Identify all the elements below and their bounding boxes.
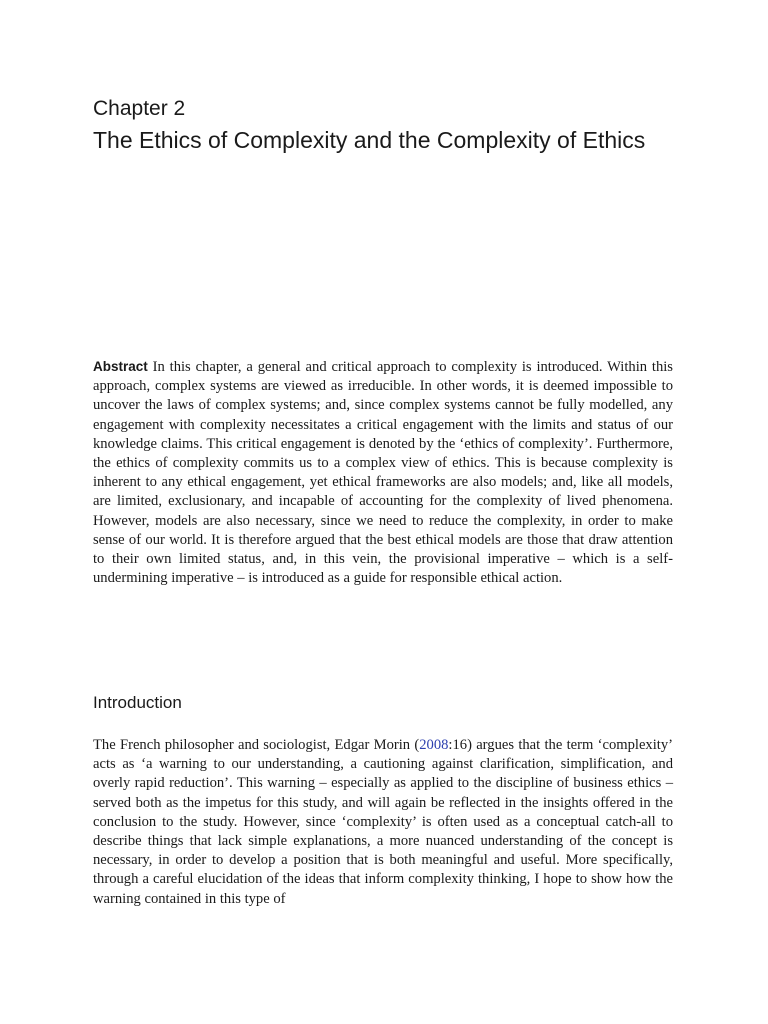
intro-text-before-citation: The French philosopher and sociologist, Edgar Morin ( bbox=[93, 737, 420, 753]
citation-link[interactable]: 2008 bbox=[419, 737, 449, 753]
introduction-heading: Introduction bbox=[93, 693, 182, 712]
chapter-title: The Ethics of Complexity and the Complexity of Ethics bbox=[93, 127, 646, 153]
abstract-label: Abstract bbox=[93, 359, 148, 374]
abstract-paragraph bbox=[93, 357, 673, 588]
intro-text-after-citation: :16) argues that the term ‘complexity’ acts as ‘a warning to our understanding, a cautioning against clarification, simplification, and overly rapid reduction’. This warning – especially as applied to the discipline of business ethics – served both as the impetus for this study, and will again be reflected in the insights offered in the conclusion to the study. However, since ‘complexity’ is often used as a conceptual catch-all to describe things that lack simple explanations, a more nuanced understanding of the concept is necessary, in order to develop a position that is both meaningful and useful. More specifically, through a careful elucidation of the ideas that inform complexity thinking, I hope to show how the warning contained in this type of bbox=[93, 737, 673, 907]
chapter-label: Chapter 2 bbox=[93, 97, 186, 120]
introduction-paragraph bbox=[93, 736, 673, 909]
abstract-text: In this chapter, a general and critical approach to complexity is introduced. Within this approach, complex systems are viewed as irreducible. In other words, it is deemed impossible to uncover the laws of complex systems; and, since complex systems cannot be fully modelled, any engagement with complexity necessitates a critical engagement with the limits and status of our knowledge claims. This critical engagement is denoted by the ‘ethics of complexity’. Furthermore, the ethics of complexity commits us to a complex view of ethics. This is because complexity is inherent to any ethical engagement, yet ethical frameworks are also models; and, like all models, are limited, exclusionary, and incapable of accounting for the complexity of lived phenomena. However, models are also necessary, since we need to reduce the complexity, in order to make sense of our world. It is therefore argued that the best ethical models are those that draw attention to their own limited status, and, in this vein, the provisional imperative – which is a self-undermining imperative – is introduced as a guide for responsible ethical action. bbox=[93, 359, 673, 587]
